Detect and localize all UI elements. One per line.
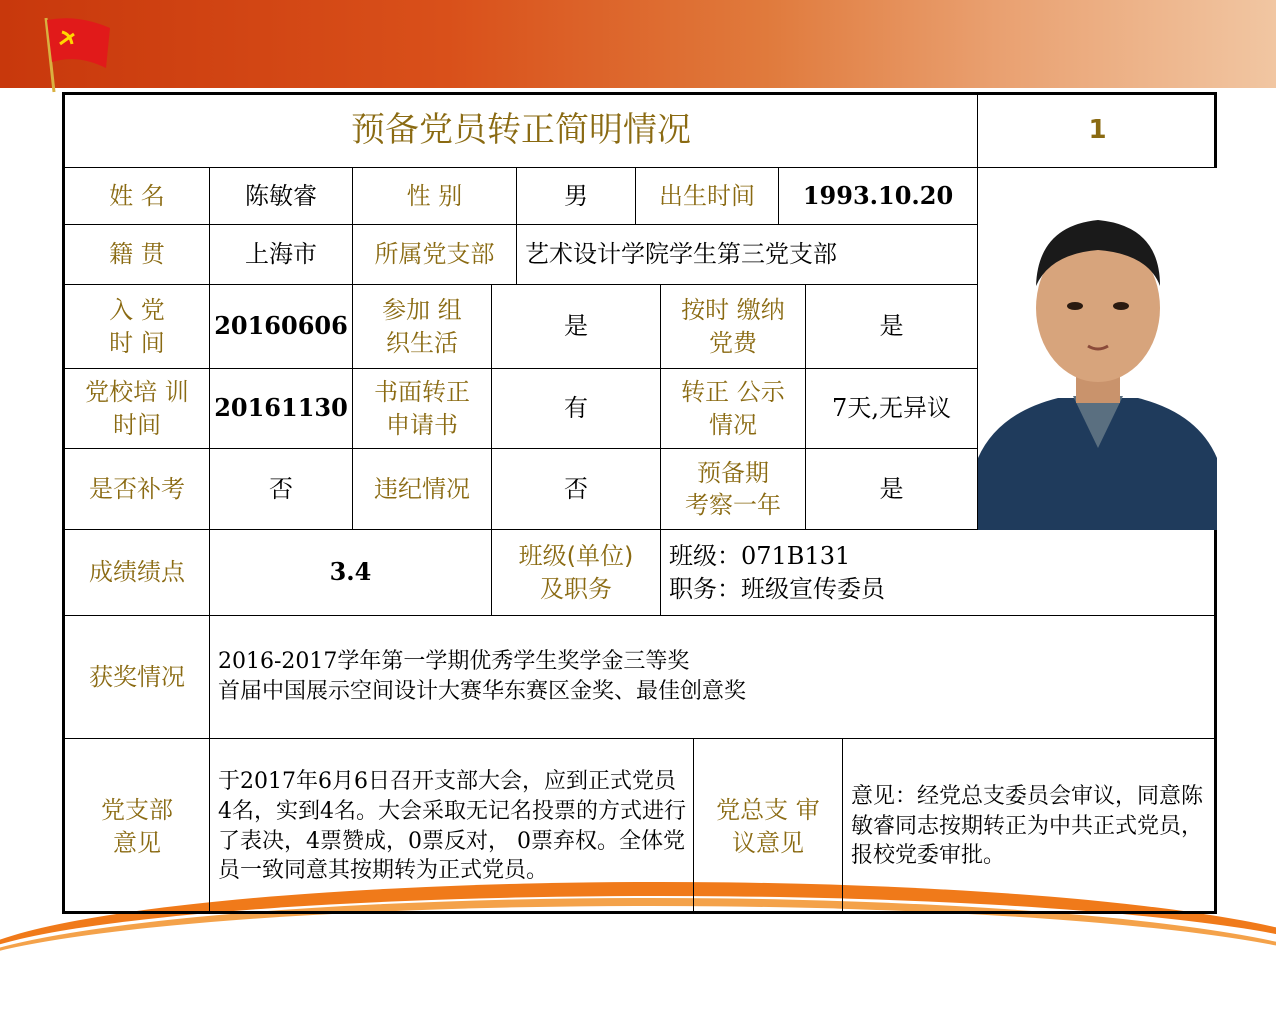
- party-flag-icon: [38, 14, 118, 94]
- value-join-time: 20160606: [210, 285, 353, 369]
- value-birth: 1993.10.20: [779, 168, 978, 225]
- info-table: [62, 92, 1217, 914]
- label-join-time: 入 党 时 间: [65, 285, 210, 369]
- value-dues: 是: [806, 285, 978, 369]
- value-gender: 男: [517, 168, 636, 225]
- value-name: 陈敏睿: [210, 168, 353, 225]
- label-native: 籍 贯: [65, 225, 210, 285]
- value-probation: 是: [806, 449, 978, 530]
- label-written-application: 书面转正 申请书: [353, 369, 492, 449]
- value-class-duty: 班级：071B131 职务：班级宣传委员: [661, 530, 1217, 616]
- label-gpa: 成绩绩点: [65, 530, 210, 616]
- value-school-training: 20161130: [210, 369, 353, 449]
- portrait-image: [978, 168, 1217, 530]
- label-awards: 获奖情况: [65, 616, 210, 739]
- label-discipline: 违纪情况: [353, 449, 492, 530]
- page-number: 1: [978, 95, 1217, 168]
- value-gpa: 3.4: [210, 530, 492, 616]
- value-branch-opinion: 于2017年6月6日召开支部大会，应到正式党员4名，实到4名。大会采取无记名投票的方式进行了表决，4票赞成，0票反对， 0票弃权。全体党员一致同意其按期转为正式党员。: [210, 739, 694, 914]
- label-makeup-exam: 是否补考: [65, 449, 210, 530]
- label-gender: 性 别: [353, 168, 517, 225]
- label-general-branch-opinion: 党总支 审 议意见: [694, 739, 843, 914]
- label-branch: 所属党支部: [353, 225, 517, 285]
- label-school-training: 党校培 训 时间: [65, 369, 210, 449]
- value-awards: 2016-2017学年第一学期优秀学生奖学金三等奖 首届中国展示空间设计大赛华东赛区金奖、最佳创意奖: [210, 616, 1217, 739]
- label-branch-opinion: 党支部 意见: [65, 739, 210, 914]
- label-class-duty: 班级(单位) 及职务: [492, 530, 661, 616]
- bottom-decoration-secondary: [0, 898, 1276, 1036]
- value-native: 上海市: [210, 225, 353, 285]
- label-probation: 预备期 考察一年: [661, 449, 806, 530]
- value-makeup-exam: 否: [210, 449, 353, 530]
- value-org-life: 是: [492, 285, 661, 369]
- value-publicity: 7天,无异议: [806, 369, 978, 449]
- value-general-branch-opinion: 意见：经党总支委员会审议，同意陈敏睿同志按期转正为中共正式党员，报校党委审批。: [851, 783, 1204, 869]
- label-name: 姓 名: [65, 168, 210, 225]
- label-dues: 按时 缴纳 党费: [661, 285, 806, 369]
- value-branch: 艺术设计学院学生第三党支部: [517, 225, 978, 285]
- value-written-application: 有: [492, 369, 661, 449]
- header-banner: [0, 0, 1276, 88]
- member-photo: [978, 168, 1217, 530]
- value-discipline: 否: [492, 449, 661, 530]
- label-org-life: 参加 组 织生活: [353, 285, 492, 369]
- label-birth: 出生时间: [636, 168, 779, 225]
- label-publicity: 转正 公示 情况: [661, 369, 806, 449]
- page-title: 预备党员转正简明情况: [65, 95, 978, 168]
